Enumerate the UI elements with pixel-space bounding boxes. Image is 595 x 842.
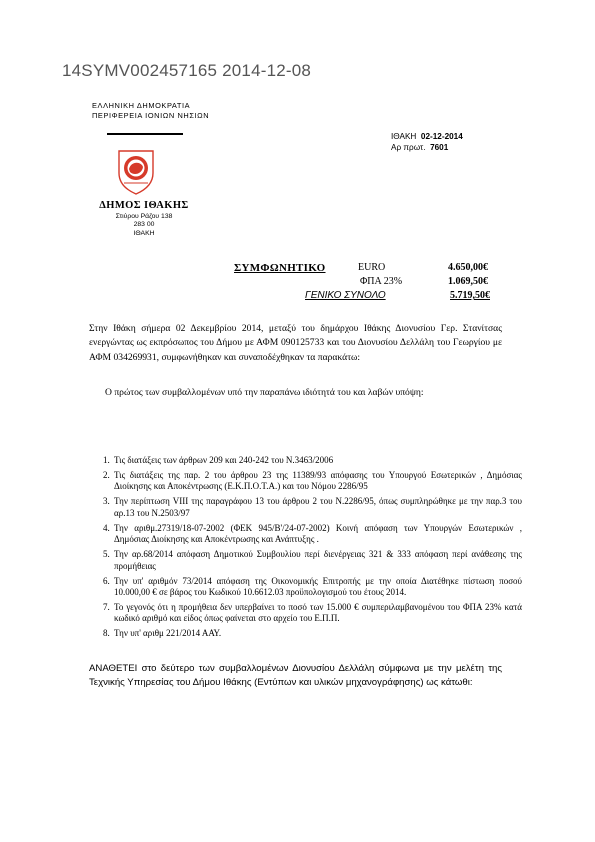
list-item: 4. Την αριθμ.27319/18-07-2002 (ΦΕΚ 945/Β'/24-07-2002) Κοινή απόφαση των Υπουργών Εσωτερικών , Δημόσιας Διοίκησης και Αποκέντρωσης και Ανάπτυξης . [112, 523, 522, 546]
total-label: ΓΕΝΙΚΟ ΣΥΝΟΛΟ [305, 290, 386, 301]
list-item: 6. Την υπ' αριθμόν 73/2014 απόφαση της Οικονομικής Επιτροπής με την οποία Διατέθηκε πίστωση ποσού 10.000,00 € σε βάρος του Κωδικού 10.6612.03 προϋπολογισμού του έτους 2014. [112, 576, 522, 599]
list-item: 1. Τις διατάξεις των άρθρων 209 και 240-242 του Ν.3463/2006 [112, 455, 522, 466]
vat-label: ΦΠΑ 23% [360, 276, 403, 287]
protocol-line [391, 142, 463, 153]
document-id: 14SYMV002457165 2014-12-08 [62, 61, 312, 80]
total-value: 5.719,50€ [450, 290, 490, 301]
header-divider [107, 133, 183, 135]
considerations-list [92, 455, 522, 644]
list-item: 2. Τις διατάξεις της παρ. 2 του άρθρου 23 της 11389/93 απόφασης του Υπουργού Εσωτερικών , Δημόσιας Διοίκησης και Αποκέντρωσης (Ε.Κ.Π.Ο.Τ.Α.) και του Νόμου 2286/95 [112, 470, 522, 493]
government-header [92, 101, 209, 121]
address-postcode: 283 00 [133, 221, 155, 229]
municipality-block [88, 200, 200, 238]
closing-paragraph: ΑΝΑΘΕΤΕΙ στο δεύτερο των συμβαλλομένων Διονυσίου Δελλάλη σύμφωνα με την μελέτη της Τεχνικής Υπηρεσίας του Δήμου Ιθάκης (Εντύπων και υλικών μηχανογράφησης) ως κάτωθι: [89, 663, 502, 689]
protocol-number: 7601 [430, 143, 449, 152]
protocol-label: Αρ πρωτ. [391, 143, 426, 152]
date-line [391, 131, 463, 142]
document-title: ΣΥΜΦΩΝΗΤΙΚΟ [234, 262, 326, 274]
list-item: 3. Την περίπτωση VIII της παραγράφου 13 του άρθρου 2 του Ν.2286/95, όπως συμπληρώθηκε με την παρ.3 του αρ.13 του Ν.2503/97 [112, 496, 522, 519]
municipality-address [88, 213, 200, 238]
euro-label: EURO [358, 262, 386, 273]
municipality-name: ΔΗΜΟΣ ΙΘΑΚΗΣ [99, 200, 189, 211]
second-paragraph: Ο πρώτος των συμβαλλομένων υπό την παραπάνω ιδιότητά του και λαβών υπόψη: [105, 387, 424, 398]
region-name: ΠΕΡΙΦΕΡΕΙΑ ΙΟΝΙΩΝ ΝΗΣΙΩΝ [92, 111, 210, 120]
date-place: ΙΘΑΚΗ [391, 132, 417, 141]
address-street: Στιύρου Ράζου 138 [115, 213, 173, 220]
country-name: ΕΛΛΗΝΙΚΗ ΔΗΜΟΚΡΑΤΙΑ [92, 101, 191, 110]
date-value: 02-12-2014 [420, 132, 463, 141]
date-protocol-block [391, 131, 463, 153]
list-item: 7. Το γεγονός ότι η προμήθεια δεν υπερβαίνει το ποσό των 15.000 € συμπεριλαμβανομένου του ΦΠΑ 23% κατά κωδικό αριθμό και είδος όπως φαίνεται στο αρχείο του Ε.Π.Π. [112, 602, 522, 625]
euro-value: 4.650,00€ [448, 262, 488, 273]
municipal-emblem-icon [115, 147, 157, 195]
vat-value: 1.069,50€ [448, 276, 488, 287]
intro-paragraph: Στην Ιθάκη σήμερα 02 Δεκεμβρίου 2014, μεταξύ του δημάρχου Ιθάκης Διονυσίου Γερ. Στανίτσας ενεργώντας ως εκπρόσωπος του Δήμου με ΑΦΜ 090125733 και του Διονυσίου Δελλάλη του Γεωργίου με ΑΦΜ 034269931, συμφωνήθηκαν και συναποδέχθηκαν τα παρακάτω: [89, 323, 502, 363]
list-item: 8. Την υπ' αριθμ 221/2014 ΑΑΥ. [112, 628, 522, 639]
address-city: ΙΘΑΚΗ [133, 229, 155, 237]
list-item: 5. Την αρ.68/2014 απόφαση Δημοτικού Συμβουλίου περί διενέργειας 321 & 333 απόφαση περί ανάθεσης της προμήθειας [112, 549, 522, 572]
